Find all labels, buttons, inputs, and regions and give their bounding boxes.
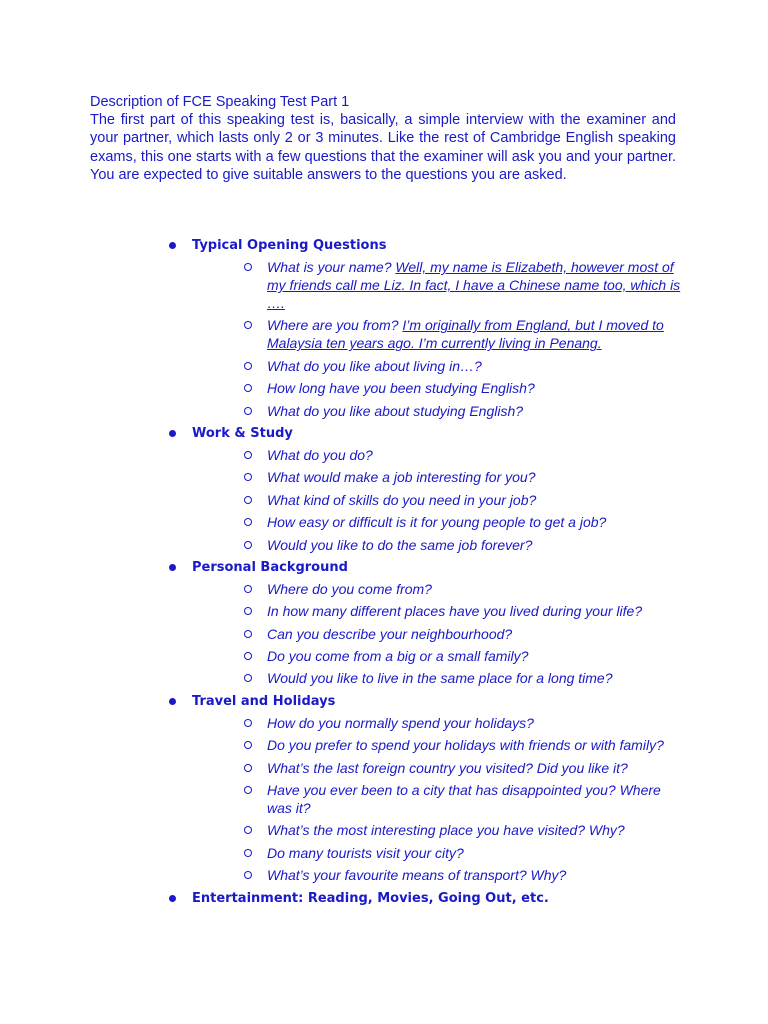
- circle-bullet-icon: [244, 585, 252, 593]
- section-list: [0, 236, 768, 911]
- list-item: [0, 759, 768, 781]
- list-item: [0, 357, 768, 379]
- page-title: Description of FCE Speaking Test Part 1: [90, 94, 350, 110]
- question-text: How do you normally spend your holidays?: [267, 714, 534, 731]
- list-item: [0, 844, 768, 866]
- question-text: What would make a job interesting for you?: [267, 469, 536, 486]
- section-personal-background: [0, 558, 768, 692]
- section-heading: [0, 889, 768, 911]
- question-list: [0, 714, 768, 889]
- question-text: How easy or difficult is it for young people to get a job?: [267, 514, 607, 531]
- section-entertainment: [0, 889, 768, 911]
- circle-bullet-icon: [244, 541, 252, 549]
- question-text: What do you like about living in…?: [267, 357, 482, 374]
- question-text: What do you like about studying English?: [267, 402, 524, 419]
- list-item: [0, 669, 768, 691]
- circle-bullet-icon: [244, 321, 252, 329]
- bullet-icon: [169, 698, 176, 705]
- section-typical-opening-questions: [0, 236, 768, 424]
- circle-bullet-icon: [244, 764, 252, 772]
- question-text: Have you ever been to a city that has disappointed you? Where was it?: [267, 782, 661, 817]
- question-list: [0, 258, 768, 424]
- question-text: Do you come from a big or a small family?: [267, 648, 529, 665]
- list-item: [0, 866, 768, 888]
- list-item: [0, 647, 768, 669]
- list-item: [0, 602, 768, 624]
- question-list: [0, 446, 768, 558]
- circle-bullet-icon: [244, 630, 252, 638]
- question-list: [0, 580, 768, 692]
- circle-bullet-icon: [244, 719, 252, 727]
- question-text: Do many tourists visit your city?: [267, 844, 464, 861]
- section-title: Travel and Holidays: [192, 693, 336, 709]
- list-item: [0, 468, 768, 490]
- list-item: [0, 536, 768, 558]
- circle-bullet-icon: [244, 607, 252, 615]
- intro-paragraph: The first part of this speaking test is, basically, a simple interview with the examiner and your partner, which lasts only 2 or 3 minutes. Like the rest of Cambridge English speaking exams, this one starts with a few questions that the examiner will ask you and your partner. You are expected to give suitable answers to the questions you are asked.: [90, 112, 676, 183]
- circle-bullet-icon: [244, 871, 252, 879]
- section-heading: [0, 692, 768, 714]
- section-heading: [0, 558, 768, 580]
- list-item: [0, 781, 768, 821]
- question-text: What kind of skills do you need in your job?: [267, 491, 537, 508]
- question-text: How long have you been studying English?: [267, 380, 535, 397]
- question-text: Do you prefer to spend your holidays with friends or with family?: [267, 737, 664, 754]
- circle-bullet-icon: [244, 362, 252, 370]
- list-item: [0, 714, 768, 736]
- list-item: [0, 316, 768, 356]
- question-text: In how many different places have you lived during your life?: [267, 603, 643, 620]
- section-heading: [0, 236, 768, 258]
- circle-bullet-icon: [244, 473, 252, 481]
- list-item: [0, 625, 768, 647]
- question-text: What’s the last foreign country you visited? Did you like it?: [267, 759, 628, 776]
- circle-bullet-icon: [244, 451, 252, 459]
- section-work-study: [0, 424, 768, 558]
- question-text: What is your name?: [267, 259, 392, 275]
- section-title: Typical Opening Questions: [192, 238, 387, 253]
- list-item: [0, 821, 768, 843]
- question-text: Where do you come from?: [267, 580, 432, 597]
- section-title: Entertainment: Reading, Movies, Going Out, etc.: [192, 890, 549, 906]
- circle-bullet-icon: [244, 849, 252, 857]
- section-title: Work & Study: [192, 425, 293, 441]
- list-item: [0, 402, 768, 424]
- circle-bullet-icon: [244, 786, 252, 794]
- circle-bullet-icon: [244, 652, 252, 660]
- circle-bullet-icon: [244, 263, 252, 271]
- circle-bullet-icon: [244, 384, 252, 392]
- bullet-icon: [169, 564, 176, 571]
- list-item: [0, 736, 768, 758]
- question-text: Would you like to do the same job forever?: [267, 536, 533, 553]
- list-item: [0, 491, 768, 513]
- bullet-icon: [169, 242, 176, 249]
- question-text: Would you like to live in the same place for a long time?: [267, 670, 613, 687]
- circle-bullet-icon: [244, 674, 252, 682]
- sample-answer: I’m originally from England, but I moved to Malaysia ten years ago. I’m currently living in Penang.: [267, 317, 664, 352]
- list-item: [0, 379, 768, 401]
- question-text: What’s the most interesting place you have visited? Why?: [267, 822, 625, 839]
- circle-bullet-icon: [244, 496, 252, 504]
- circle-bullet-icon: [244, 741, 252, 749]
- list-item: [0, 258, 768, 316]
- bullet-icon: [169, 895, 176, 902]
- question-text: Where are you from?: [267, 317, 399, 334]
- question-text: What do you do?: [267, 446, 373, 463]
- list-item: [0, 580, 768, 602]
- question-text: What’s your favourite means of transport? Why?: [267, 867, 567, 884]
- sample-answer: Well, my name is Elizabeth, however most of my friends call me Liz. In fact, I have a Chinese name too, which is ….: [267, 259, 681, 311]
- circle-bullet-icon: [244, 518, 252, 526]
- list-item: [0, 513, 768, 535]
- section-title: Personal Background: [192, 559, 348, 575]
- circle-bullet-icon: [244, 826, 252, 834]
- section-travel-and-holidays: [0, 692, 768, 889]
- section-heading: [0, 424, 768, 446]
- question-text: Can you describe your neighbourhood?: [267, 625, 513, 642]
- circle-bullet-icon: [244, 407, 252, 415]
- bullet-icon: [169, 430, 176, 437]
- list-item: [0, 446, 768, 468]
